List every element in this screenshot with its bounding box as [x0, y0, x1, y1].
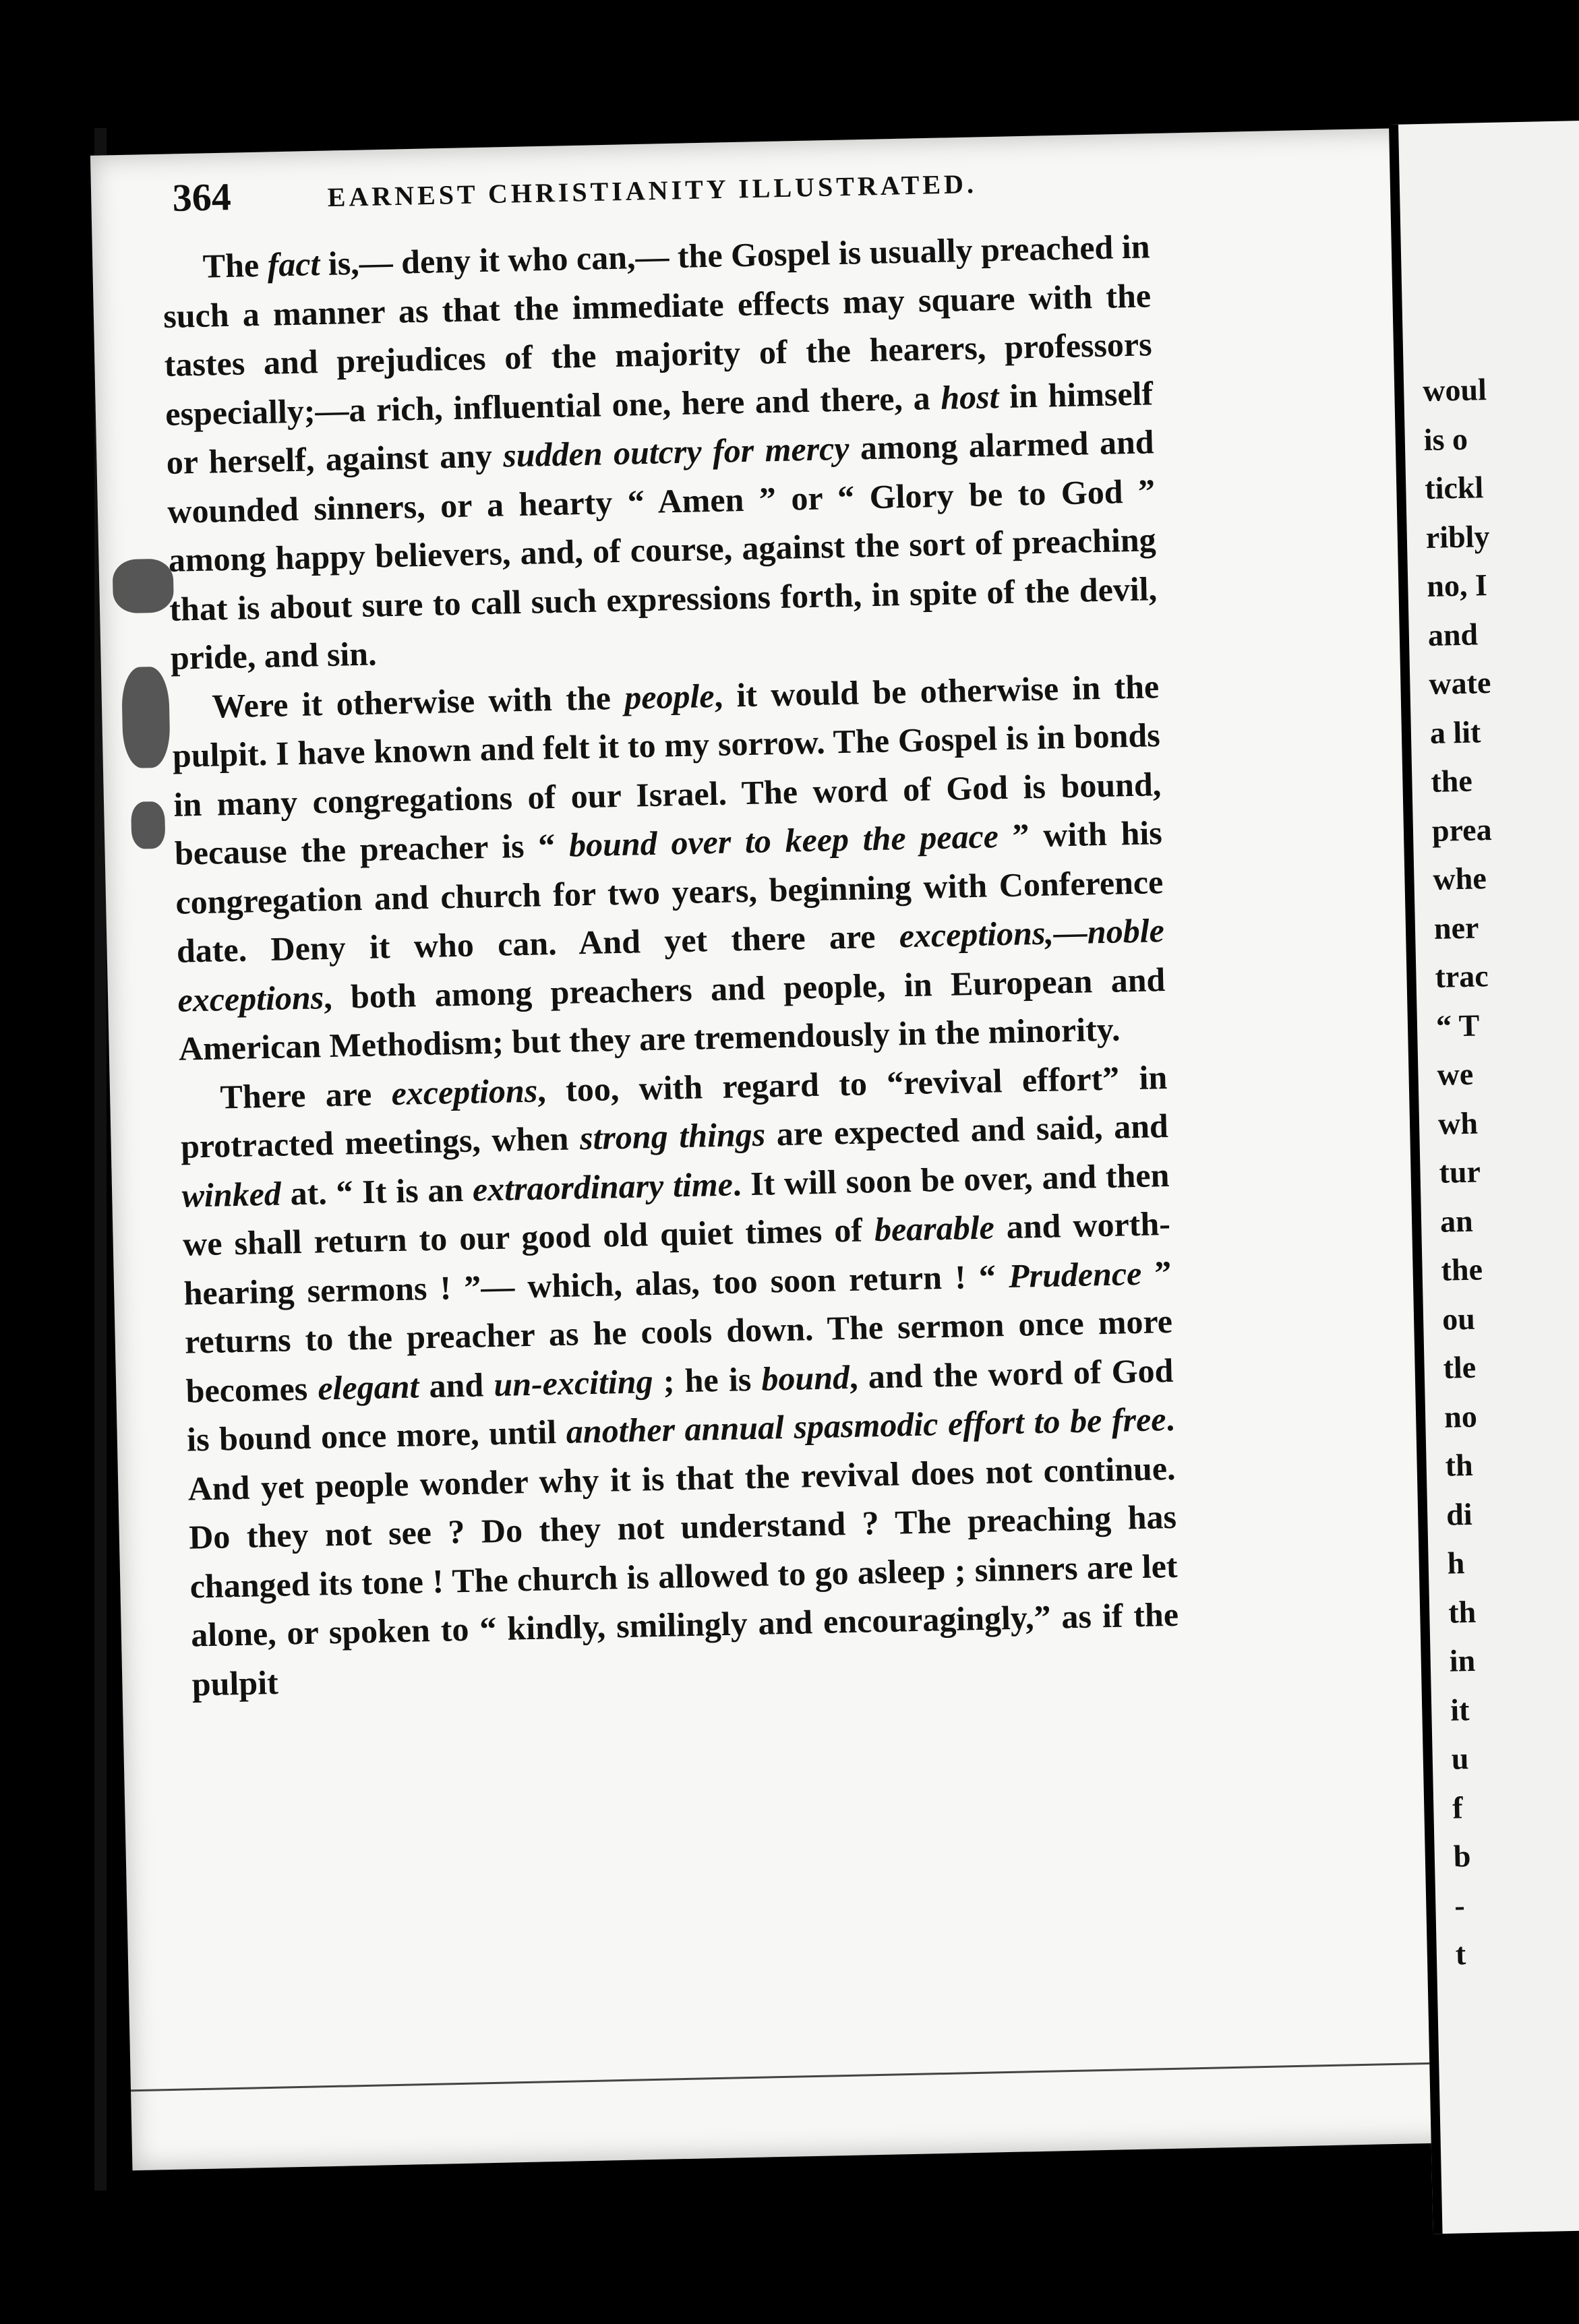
facing-page-fragment: u	[1451, 1741, 1469, 1776]
facing-page-fragment: wh	[1437, 1105, 1479, 1141]
text-run: . It will soon be over, and then we shall return to our good old quiet times of	[182, 1155, 1170, 1263]
italic-text: exceptions,—noble exceptions	[177, 911, 1165, 1019]
text-run: , it would be otherwise in the pulpit. I have known and felt it to my sorrow. The Gospel is in bonds in many congregations of our Israel. The word of God is bound, because the preacher is “	[172, 667, 1162, 872]
italic-text: bearable	[874, 1208, 995, 1249]
text-run: and worth-hearing sermons ! ”— which, alas, too soon return ! “	[183, 1204, 1171, 1312]
text-run: The	[202, 245, 268, 285]
facing-page-fragment: b	[1453, 1839, 1471, 1874]
facing-page-fragment: di	[1446, 1496, 1473, 1532]
italic-text: Prudence	[1008, 1254, 1142, 1295]
facing-page-fragment: tur	[1439, 1154, 1481, 1190]
facing-page-fragment: no	[1443, 1399, 1478, 1434]
facing-page-fragment: whe	[1432, 861, 1487, 896]
facing-page-fragment: wate	[1428, 665, 1491, 701]
facing-page-fragment: it	[1450, 1692, 1470, 1727]
facing-page-fragment: we	[1436, 1056, 1474, 1092]
facing-page-fragment: -	[1454, 1887, 1466, 1923]
facing-page-fragment: ribly	[1425, 518, 1490, 555]
facing-page-fragment: trac	[1434, 958, 1489, 994]
facing-page-fragment: “ T	[1435, 1007, 1480, 1043]
italic-text: host	[940, 377, 999, 417]
text-run: and	[418, 1365, 494, 1405]
facing-page-fragments	[1404, 363, 1579, 1979]
text-run: are expected and said, and	[765, 1107, 1169, 1153]
facing-page-fragment: and	[1427, 616, 1479, 652]
ink-stain	[121, 667, 171, 768]
italic-text: sudden outcry for mercy	[502, 429, 850, 475]
text-run: in himself or herself, against any	[166, 373, 1154, 481]
italic-text: un-exciting	[493, 1362, 654, 1403]
facing-page-fragment: woul	[1422, 372, 1487, 408]
facing-page-fragment: the	[1430, 763, 1473, 799]
bottom-edge-line	[131, 2062, 1456, 2091]
paragraph	[171, 662, 1167, 1074]
text-run: , and the word of God is bound once more, until	[186, 1351, 1174, 1459]
facing-page-fragment: f	[1452, 1790, 1464, 1825]
page-number: 364	[172, 175, 232, 220]
facing-page-fragment: in	[1449, 1643, 1476, 1678]
italic-text: elegant	[317, 1366, 419, 1407]
facing-page-fragment: is o	[1423, 421, 1468, 457]
facing-page-fragment: t	[1455, 1936, 1466, 1971]
text-run: . And yet people wonder why it is that the revival does not continue. Do they not see ? Do they not understand ? The preaching has changed its tone ! The church is allowed to go asleep ; sinners are let alone, or spoken to “ kindly, smilingly and encouragingly,” as if the pulpit	[187, 1399, 1179, 1703]
running-title: EARNEST CHRISTIANITY ILLUSTRATED.	[327, 169, 978, 213]
paragraph	[179, 1053, 1180, 1709]
facing-page-fragment: ou	[1441, 1301, 1476, 1337]
italic-text: bound over to keep the peace	[568, 817, 999, 864]
italic-text: another annual spasmodic effort to be free	[566, 1400, 1166, 1450]
ink-stain	[131, 801, 165, 849]
facing-page-fragment: prea	[1431, 812, 1493, 848]
italic-text: fact	[267, 245, 320, 284]
facing-page-fragment: an	[1439, 1203, 1474, 1239]
facing-page-fragment: ner	[1433, 909, 1479, 946]
text-run: at. “ It is an	[280, 1170, 473, 1213]
text-run: is,— deny it who can,— the Gospel is usually preached in such a manner as that the immediate effects may square with the tastes and prejudices of the majority of the hearers, professors especially;—a rich, influential one, here and there, a	[162, 227, 1153, 433]
italic-text: strong things	[579, 1115, 766, 1157]
text-run: among alarmed and wounded sinners, or a hearty “ Amen ” or “ Glory be to God ” among happy believers, and, of course, against the sort of preaching that is about sure to call such expressions forth, in spite of the devil, pride, and sin.	[167, 423, 1158, 677]
facing-page-fragment: tickl	[1424, 470, 1484, 506]
text-run: ; he is	[652, 1359, 763, 1400]
facing-page-fragment: tle	[1443, 1349, 1477, 1385]
italic-text: winked	[181, 1174, 282, 1215]
text-run: There are	[219, 1074, 392, 1115]
facing-page-fragment: th	[1448, 1594, 1477, 1630]
italic-text: bound	[761, 1357, 850, 1398]
text-run: ” returns to the preacher as he cools down. The sermon once more becomes	[184, 1253, 1173, 1410]
facing-page-fragment: th	[1445, 1447, 1474, 1483]
text-run: , too, with regard to “revival effort” in protracted meetings, when	[180, 1058, 1168, 1165]
text-run: , both among preachers and people, in European and American Methodism; but they are tremendously in the minority.	[178, 960, 1166, 1068]
facing-page-fragment: the	[1441, 1252, 1483, 1287]
ink-stain	[112, 558, 174, 613]
paragraph	[162, 222, 1158, 682]
italic-text: people	[624, 676, 715, 716]
body-text	[162, 222, 1180, 1708]
facing-page-fragment: h	[1447, 1546, 1465, 1581]
italic-text: exceptions	[391, 1071, 538, 1112]
facing-page-fragment: no, I	[1426, 568, 1488, 603]
text-run: Were it otherwise with the	[211, 678, 625, 725]
italic-text: extraordinary time	[472, 1165, 734, 1209]
text-run: ” with his congregation and church for two years, beginning with Conference date. Deny it who can. And yet there are	[175, 814, 1164, 970]
facing-page-fragment: a lit	[1429, 714, 1481, 750]
